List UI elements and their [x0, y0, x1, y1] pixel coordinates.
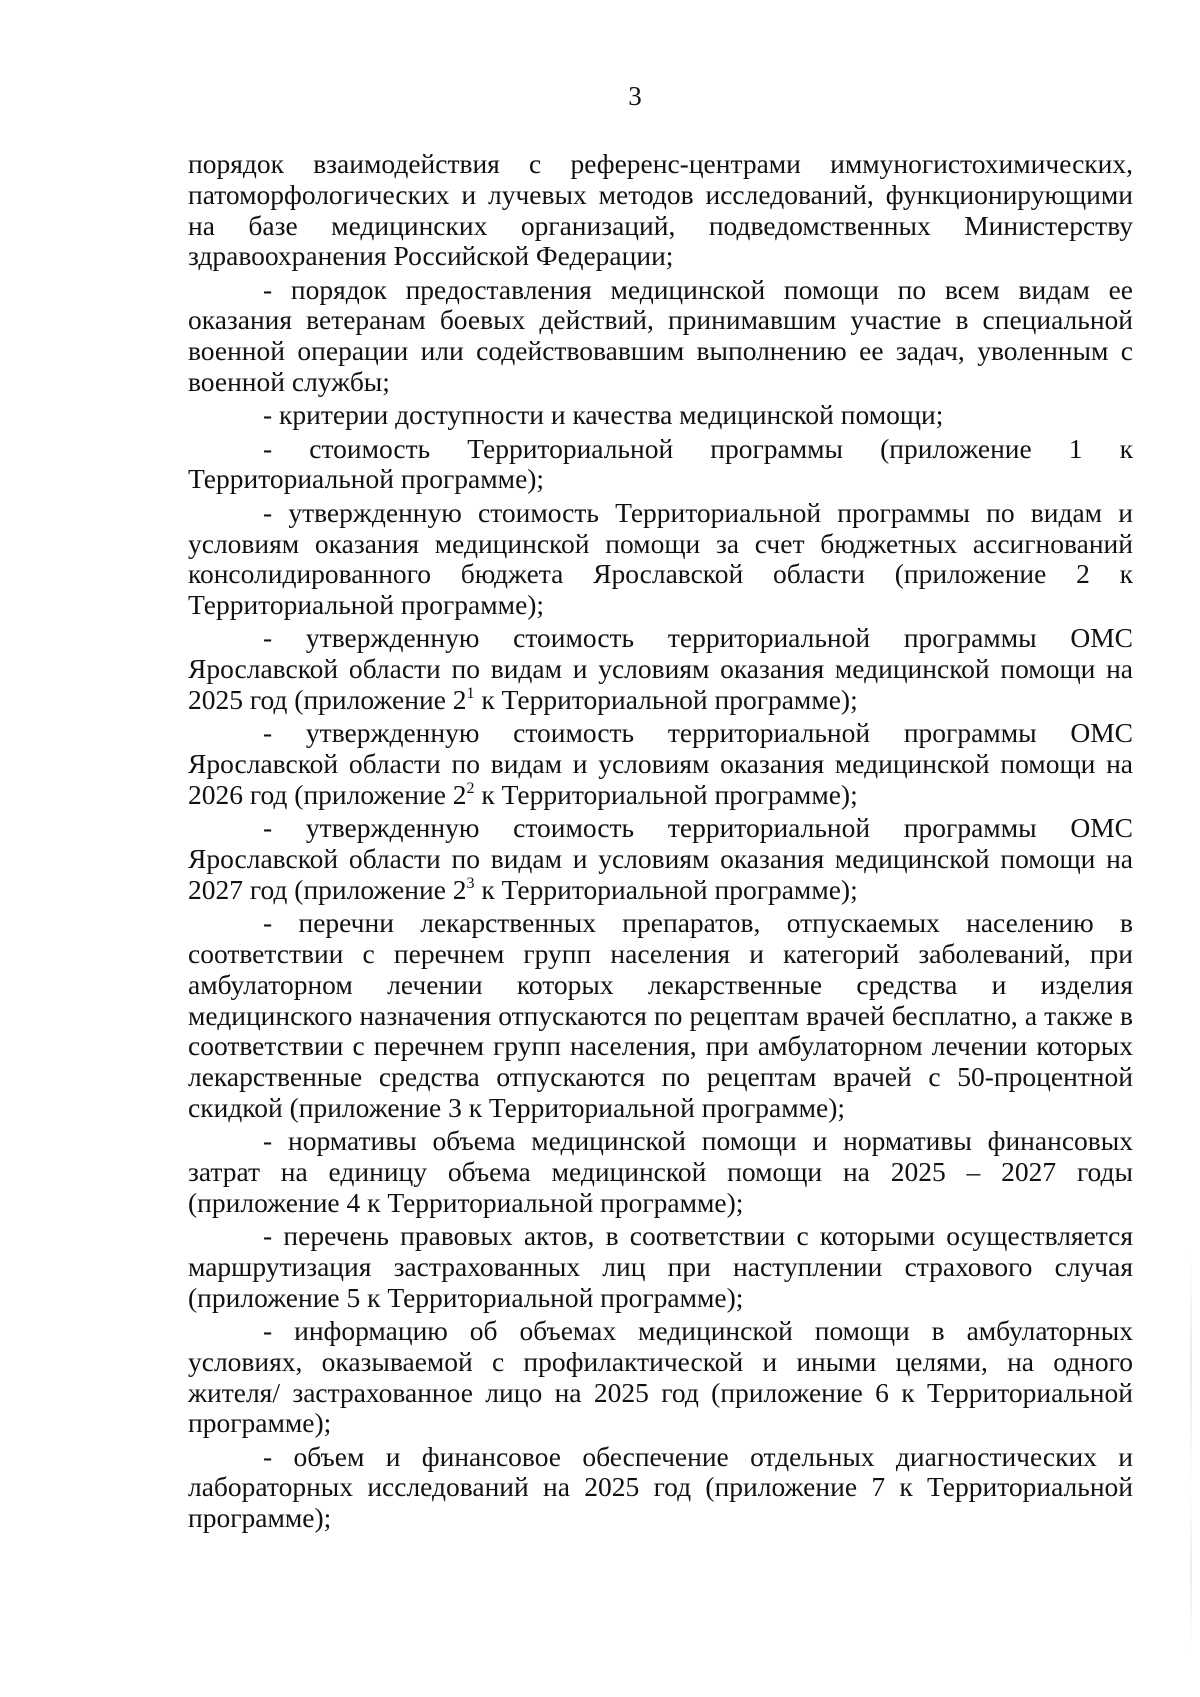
paragraph-legal-acts: - перечень правовых актов, в соответствии с которыми осуществляется маршрутизация застрахованных лиц при наступлении страхового случая (приложение 5 к Территориальной программе); [188, 1220, 1133, 1313]
paragraph-interaction-order: порядок взаимодействия с референс-центрами иммуногистохимических, патоморфологических и лучевых методов исследований, функционирующими на базе медицинских организаций, подведомственных Министерству здравоохранения Российской Федерации; [188, 148, 1133, 272]
superscript-index: 2 [466, 779, 475, 797]
paragraph-criteria: - критерии доступности и качества медицинской помощи; [263, 399, 944, 431]
paragraph-oms-2025 [188, 623, 1133, 715]
paragraph-text: к Территориальной программе); [474, 684, 858, 716]
paragraph-text: к Территориальной программе); [474, 873, 858, 905]
paragraph-program-cost: - стоимость Территориальной программы (приложение 1 к Территориальной программе); [188, 432, 1133, 495]
paragraph-text: - утвержденную стоимость территориальной программы ОМС Ярославской области по видам и условиям оказания медицинской помощи на 2027 год (приложение 2 [188, 812, 1133, 905]
superscript-index: 1 [466, 685, 475, 703]
page-number: 3 [628, 81, 642, 111]
paragraph-outpatient-volumes: - информацию об объемах медицинской помощи в амбулаторных условиях, оказываемой с профилактической и иными целями, на одного жителя/ застрахованное лицо на 2025 год (приложение 6 к Территориальной программе); [188, 1314, 1133, 1439]
paragraph-oms-2026 [188, 718, 1133, 810]
paragraph-veterans-care: - порядок предоставления медицинской помощи по всем видам ее оказания ветеранам боевых действий, принимавшим участие в специальной военной операции или содействовавшим выполнению ее задач, уволенным с военной службы; [188, 273, 1133, 398]
paragraph-text: к Территориальной программе); [474, 778, 858, 810]
paragraph-text: - утвержденную стоимость территориальной программы ОМС Ярославской области по видам и условиям оказания медицинской помощи на 2026 год (приложение 2 [188, 717, 1133, 810]
paragraph-medicine-lists: - перечни лекарственных препаратов, отпускаемых населению в соответствии с перечнем групп населения и категорий заболеваний, при амбулаторном лечении которых лекарственные средства и изделия медицинского назначения отпускаются по рецептам врачей бесплатно, а также в соответствии с перечнем групп населения, при амбулаторном лечении которых лекарственные средства отпускаются по рецептам врачей с 50-процентной скидкой (приложение 3 к Территориальной программе); [188, 907, 1133, 1123]
document-body [188, 149, 1133, 1537]
paragraph-budget-cost: - утвержденную стоимость Территориальной программы по видам и условиям оказания медицинской помощи за счет бюджетных ассигнований консолидированного бюджета Ярославской области (приложение 2 к Территориальной программе); [188, 496, 1133, 621]
superscript-index: 3 [466, 874, 475, 892]
scan-artifact [1190, 1250, 1192, 1650]
paragraph-diagnostics: - объем и финансовое обеспечение отдельных диагностических и лабораторных исследований на 2025 год (приложение 7 к Территориальной программе); [188, 1440, 1133, 1534]
paragraph-norms: - нормативы объема медицинской помощи и нормативы финансовых затрат на единицу объема медицинской помощи на 2025 – 2027 годы (приложение 4 к Территориальной программе); [188, 1125, 1133, 1218]
paragraph-oms-2027 [188, 813, 1133, 905]
paragraph-text: - утвержденную стоимость территориальной программы ОМС Ярославской области по видам и условиям оказания медицинской помощи на 2025 год (приложение 2 [188, 622, 1133, 716]
